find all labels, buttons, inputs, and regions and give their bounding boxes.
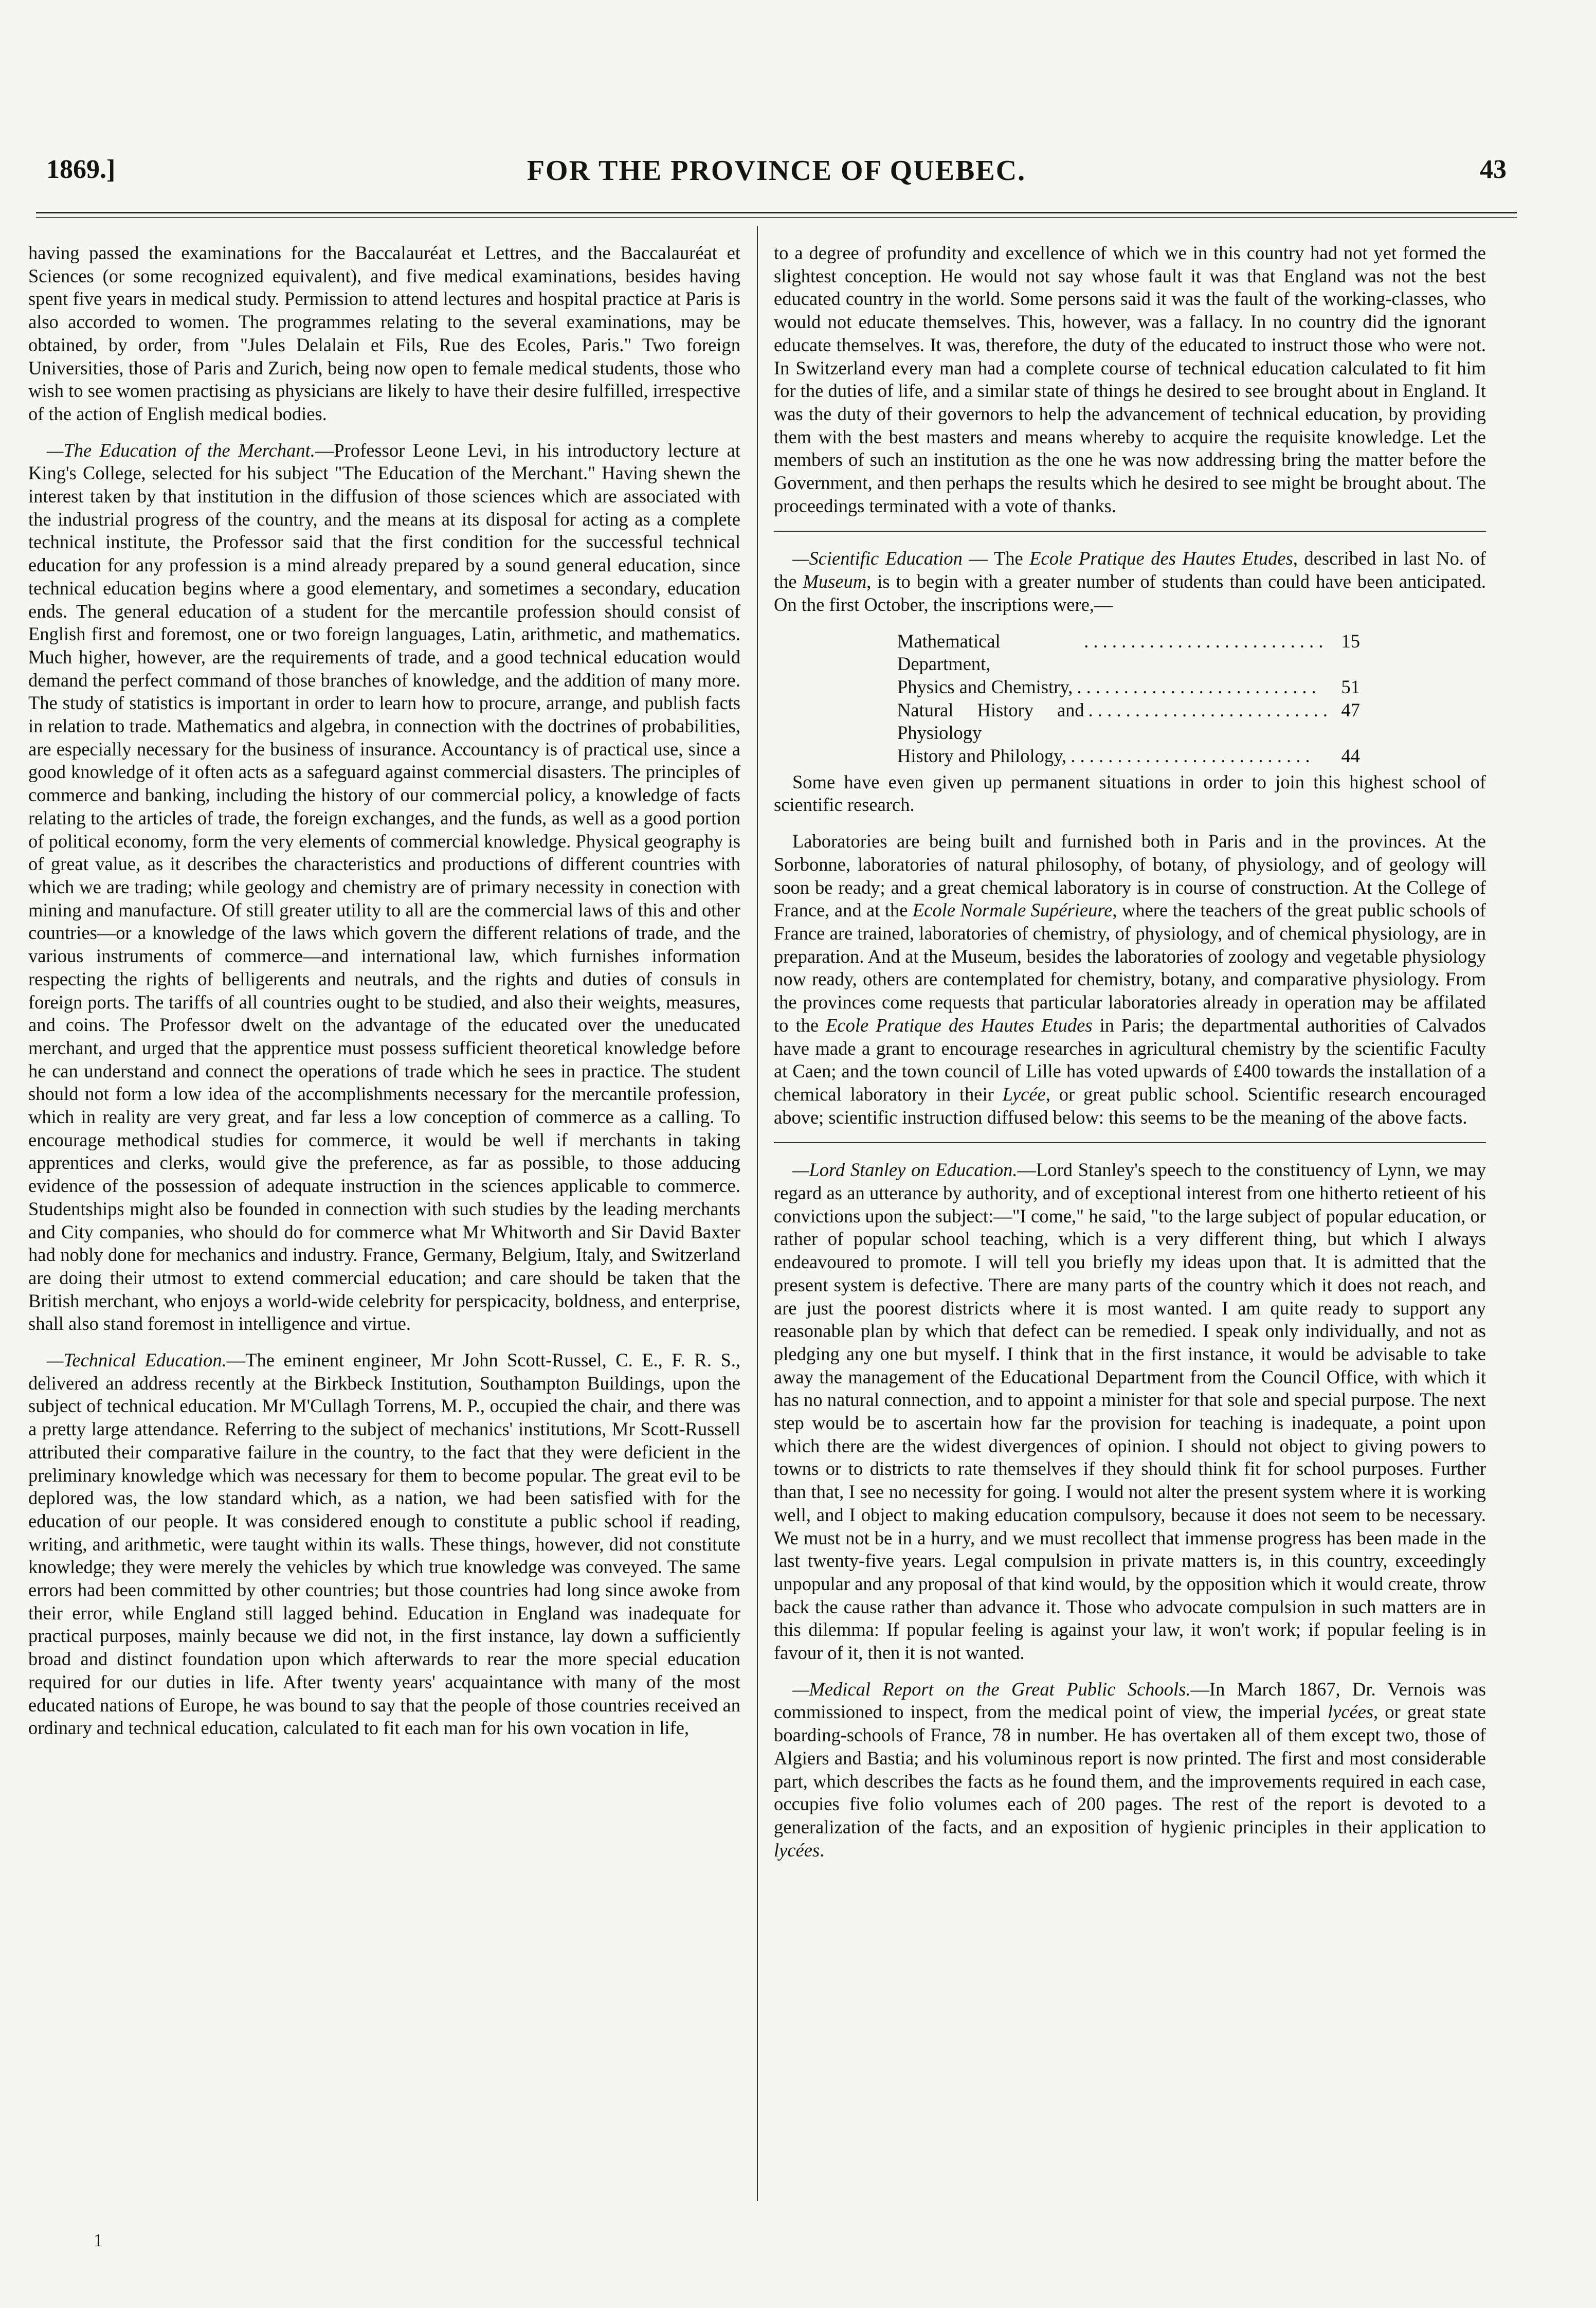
article-body: , or great state boarding-schools of France, 78 in number. He has overtaken all of them except two, those of Algiers and Bastia; and his voluminous report is now printed. The first and most considerable part, which describes the facts as he found them, and the improvements required in each case, occupies five folio volumes each of 200 pages. The rest of the report is devoted to a generalization of the facts, and an exposition of hygienic principles in their application to xyxy=(774,1701,1486,1837)
article-scientific-education xyxy=(774,547,1486,616)
article-body: —Lord Stanley's speech to the constituency of Lynn, we may regard as an utterance by authority, and of exceptional interest from one hitherto retieent of his convictions upon the subject:—"I come," he said, "to the large subject of popular education, or rather of popular school teaching, which is a very different thing, but which I always endeavoured to promote. I will tell you briefly my ideas upon that. It is admitted that the present system is defective. There are many parts of the country which it does not reach, and are just the poorest districts where it is most wanted. I am quite ready to support any reasonable plan by which that defect can be remedied. I speak only individually, and not as pledging any one but myself. I think that in the first instance, it would be advisable to take away the management of the Educational Department from the Council Office, with which it has no natural connection, and to appoint a minister for that sole and special purpose. The next step would be to ascertain how far the provision for teaching is inadequate, a point upon which there are the widest divergences of opinion. I should not object to giving powers to towns or to districts to rate themselves if they should think fit for school purposes. Further than that, I see no necessity for going. I would not alter the present system where it is working well, and I object to making education compulsory, because it does not seem to be necessary. We must not be in a hurry, and we must recollect that immense progress has been made in the last twenty-five years. Legal compulsion in private matters is, in this country, exceedingly unpopular and any proposal of that kind would, by the opposition which it would create, throw back the cause rather than advance it. Those who advocate compulsion in such matters are in this dilemma: If popular feeling is against your law, it won't work; if popular feeling is in favour of it, then it is not wanted. xyxy=(774,1159,1486,1664)
journal-name: Museum xyxy=(803,571,867,592)
inscription-count: 44 xyxy=(1341,745,1360,767)
article-title: —Lord Stanley on Education. xyxy=(792,1159,1018,1181)
page-header xyxy=(46,154,1507,195)
leader-dots: . . . . . . . . . . . . . . . . . . . . . . . . . . xyxy=(1088,699,1328,720)
department-name: Physics and Chemistry, xyxy=(897,676,1073,697)
institution-name: Lycée xyxy=(1002,1083,1046,1105)
article-title: —Medical Report on the Great Public Schools. xyxy=(792,1678,1191,1700)
article-title: —Technical Education. xyxy=(47,1349,227,1371)
list-item xyxy=(897,699,1360,745)
inscription-count: 15 xyxy=(1341,630,1360,652)
article-technical-education xyxy=(28,1349,740,1740)
leader-dots: . . . . . . . . . . . . . . . . . . . . . . . . . . xyxy=(1084,630,1323,652)
list-item xyxy=(897,745,1360,768)
article-title: —The Education of the Merchant. xyxy=(47,439,315,461)
column-divider xyxy=(757,226,758,2201)
term-lycees: lycées xyxy=(1327,1701,1374,1723)
article-lord-stanley xyxy=(774,1159,1486,1664)
article-separator xyxy=(774,531,1486,532)
list-item xyxy=(897,630,1360,676)
page-number: 43 xyxy=(1480,155,1507,184)
article-body: Laboratories are being built and furnished both in Paris and in the provinces. At the Sorbonne, laboratories of natural philosophy, of botany, of physiology, and of geology will soon be ready; and a great chemical laboratory is in course of construction. At the College of France, and at the xyxy=(774,831,1486,921)
list-item xyxy=(897,676,1360,699)
term-lycees: lycées xyxy=(774,1839,820,1861)
article-body: —In March 1867, Dr. Vernois was commissioned to inspect, from the medical point of view, the imperial xyxy=(774,1678,1486,1723)
left-column xyxy=(28,242,740,2196)
header-rule xyxy=(36,212,1517,213)
department-name: Natural History and Physiology xyxy=(897,699,1084,744)
right-column xyxy=(774,242,1486,2196)
article-medical-report xyxy=(774,1678,1486,1862)
article-body: . xyxy=(820,1839,825,1861)
article-title: —Scientific Education xyxy=(792,548,963,569)
article-continuation-paragraph: having passed the examinations for the Baccalauréat et Lettres, and the Baccalauréat et Sciences (or some recognized equivalent), and five medical examinations, besides having spent five years in medical study. Permission to attend lectures and hospital practice at Paris is also accorded to women. The programmes relating to the several examinations, may be obtained, by order, from "Jules Delalain et Fils, Rue des Ecoles, Paris." Two foreign Universities, those of Paris and Zurich, being now open to female medical students, those who wish to see women practising as physicians are likely to have their desire fulfilled, irrespective of the action of English medical bodies. xyxy=(28,242,740,424)
header-rule-secondary xyxy=(36,217,1517,218)
folio-mark: 1 xyxy=(94,2230,103,2250)
inscription-count: 51 xyxy=(1341,676,1360,697)
article-continuation-paragraph: to a degree of profundity and excellence of which we in this country had not yet formed the slightest conception. He would not say whose fault it was that England was not the best educated country in the world. Some persons said it was the fault of the working-classes, who would not educate themselves. This, however, was a fallacy. In no country did the ignorant educate themselves. It was, therefore, the duty of the educated to instruct those who were not. In Switzerland every man had a complete course of technical education calculated to fit him for the duties of life, and a similar state of things he desired to see brought about in England. It was the duty of their governors to help the advancement of technical education, by providing them with the best masters and means whereby to acquire the requisite knowledge. Let the members of such an institution as the one he was now addressing bring the matter before the Government, and then perhaps the results which he desired to see might be brought about. The proceedings terminated with a vote of thanks. xyxy=(774,242,1486,516)
inscriptions-list xyxy=(774,630,1486,768)
article-body: in Paris; the departmental authorities of Calvados have made a grant to encourage researches in agricultural chemistry by the scientific Faculty at Caen; and the town council of Lille has voted upwards of £400 towards the installation of a chemical laboratory in their xyxy=(774,1014,1486,1105)
article-body: , is to begin with a greater number of students than could have been anticipated. On the first October, the inscriptions were,— xyxy=(774,571,1486,615)
header-title: FOR THE PROVINCE OF QUEBEC. xyxy=(527,155,1026,187)
institution-name: Ecole Pratique des Hautes Etudes xyxy=(826,1014,1093,1036)
article-body: —The eminent engineer, Mr John Scott-Russel, C. E., F. R. S., delivered an address recently at the Birkbeck Institution, Southampton Buildings, upon the subject of technical education. Mr M'Cullagh Torrens, M. P., occupied the chair, and there was a pretty large attendance. Referring to the subject of mechanics' institutions, Mr Scott-Russell attributed their comparative failure in the country, to the fact that they were deficient in the preliminary knowledge which was necessary for them to become popular. The great evil to be deplored was, the low standard which, as a nation, we had been satisfied with for the education of our people. It was considered enough to constitute a public school if reading, writing, and arithmetic, were taught within its walls. These things, however, did not constitute knowledge; they were merely the vehicles by which true knowledge was conveyed. The same errors had been committed by other countries; but those countries had long since awoke from their error, while England still lagged behind. Education in England was inadequate for practical purposes, mainly because we did not, in the first instance, lay down a sufficiently broad and distinct foundation upon which afterwards to rear the more special education required for our duties in life. After twenty years' acquaintance with many of the most educated nations of Europe, he was bound to say that the people of those countries received an ordinary and technical education, calculated to fit each man for his own vocation in life, xyxy=(28,1349,740,1739)
article-body: , described in last No. of the xyxy=(774,548,1486,592)
department-name: History and Philology, xyxy=(897,745,1067,767)
article-education-of-merchant xyxy=(28,439,740,1336)
header-year: 1869.] xyxy=(46,155,116,184)
article-body: —Professor Leone Levi, in his introductory lecture at King's College, selected for his subject "The Education of the Merchant." Having shewn the interest taken by that institution in the diffusion of those sciences which are associated with the industrial progress of the country, and the means at its disposal for acting as a complete technical institute, the Professor said that the first condition for the successful technical education for any profession is a mind already prepared by a sound general education, since technical education begins where a good elementary, and sometimes a secondary, education ends. The general education of a student for the mercantile profession should consist of English first and foremost, one or two foreign languages, Latin, arithmetic, and mathematics. Much higher, however, are the requirements of trade, and a good technical education would demand the perfect command of those branches of knowledge, and the addition of many more. The study of statistics is important in order to learn how to procure, arrange, and publish facts in relation to trade. Mathematics and algebra, in connection with the doctrines of probabilities, are especially necessary for the business of insurance. Accountancy is of practical use, since a good knowledge of it often acts as a safeguard against commercial disasters. The principles of commerce and banking, including the history of our commercial policy, a knowledge of facts relating to the articles of trade, the foreign exchanges, and the funds, as well as a good portion of political economy, form the very elements of commercial knowledge. Physical geography is of great value, as it describes the characteristics and productions of different countries with which we are trading; while geology and chemistry are of primary necessity in conection with mining and manufacture. Of still greater utility to all are the commercial laws of this and other countries—or a knowledge of the laws which govern the different relations of trade, and the various instruments of commerce—and international law, which furnishes information respecting the rights of belligerents and neutrals, and the rights and duties of consuls in foreign ports. The tariffs of all countries ought to be studied, and also their weights, measures, and coins. The Professor dwelt on the advantage of the educated over the uneducated merchant, and urged that the apprentice must possess sufficient theoretical knowledge before he can understand and connect the operations of trade which he sees in practice. The student should not form a low idea of the accomplishments necessary for the mercantile profession, which in reality are very great, and far less a low conception of commerce as a calling. To encourage methodical studies for commerce, it would be well if merchants in taking apprentices and clerks, would give the preference, as far as possible, to those adducing evidence of the possession of adequate instruction in the sciences applicable to commerce. Studentships might also be founded in connection with such studies by the leading merchants and City companies, who should do for commerce what Mr Whitworth and Sir David Baxter had nobly done for mechanics and industry. France, Germany, Belgium, Italy, and Switzerland are doing their utmost to extend commercial education; and care should be taken that the British merchant, who enjoys a world-wide celebrity for perspicacity, boldness, and enterprise, shall also stand foremost in intelligence and virtue. xyxy=(28,439,740,1335)
article-paragraph: Some have even given up permanent situations in order to join this highest school of scientific research. xyxy=(774,771,1486,816)
institution-name: Ecole Normale Supérieure xyxy=(912,899,1113,921)
leader-dots: . . . . . . . . . . . . . . . . . . . . . . . . . . xyxy=(1071,745,1310,767)
leader-dots: . . . . . . . . . . . . . . . . . . . . . . . . . . xyxy=(1077,676,1316,697)
article-body: , where the teachers of the great public schools of France are trained, laboratories of chemistry, of physiology, and of chemical physiology, are in preparation. And at the Museum, besides the laboratories of zoology and vegetable physiology now ready, others are contemplated for chemistry, botany, and comparative physiology. From the provinces come requests that particular laboratories already in operation may be affilated to the xyxy=(774,899,1486,1036)
article-body: , or great public school. Scientific research encouraged above; scientific instruction diffused below: this seems to be the meaning of the above facts. xyxy=(774,1083,1486,1128)
article-body: — The xyxy=(962,548,1030,569)
institution-name: Ecole Pratique des Hautes Etudes xyxy=(1029,548,1293,569)
article-separator xyxy=(774,1142,1486,1143)
article-paragraph-laboratories xyxy=(774,830,1486,1129)
department-name: Mathematical Department, xyxy=(897,630,1001,675)
inscription-count: 47 xyxy=(1341,699,1360,720)
